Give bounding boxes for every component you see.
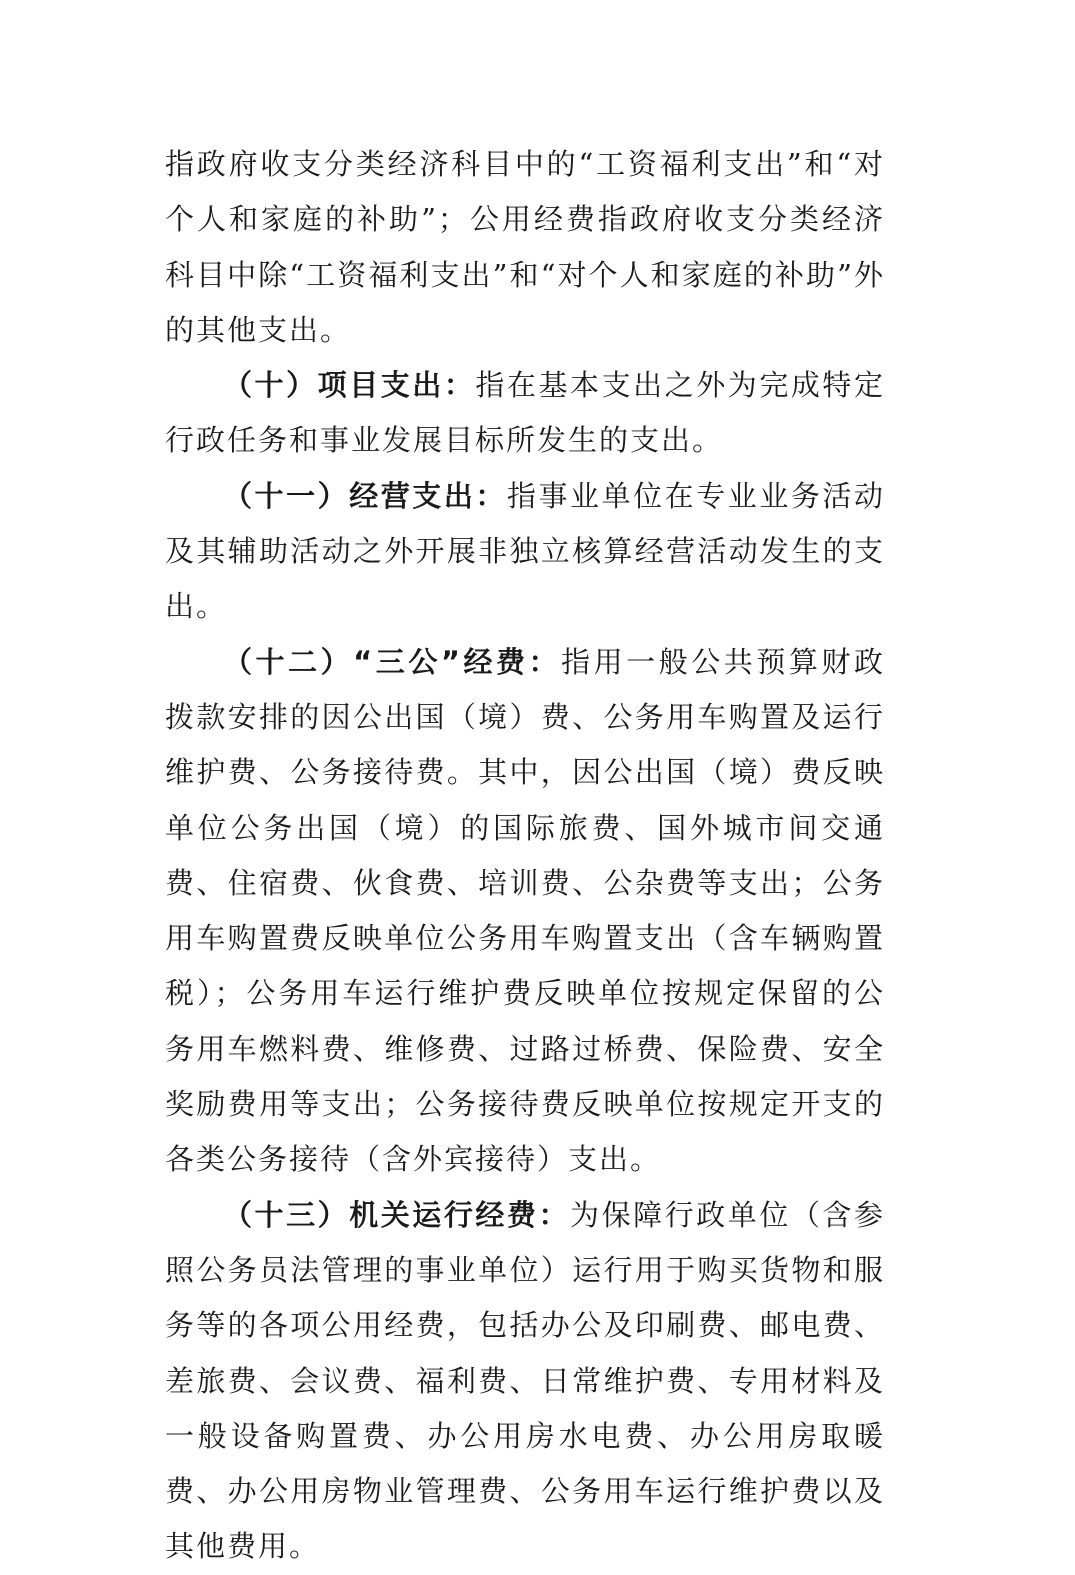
paragraph-text: 指事业单位在专业业务活动及其辅助活动之外开展非独立核算经营活动发生的支出。: [165, 478, 885, 624]
term-heading: （十二）“三公”经费：: [223, 644, 562, 679]
paragraph-text: 指用一般公共预算财政拨款安排的因公出国（境）费、公务用车购置及运行维护费、公务接待费。其中，因公出国（境）费反映单位公务出国（境）的国际旅费、国外城市间交通费、住宿费、伙食费、培训费、公杂费等支出；公务用车购置费反映单位公务用车购置支出（含车辆购置税）；公务用车运行维护费反映单位按规定保留的公务用车燃料费、维修费、过路过桥费、保险费、安全奖励费用等支出；公务接待费反映单位按规定开支的各类公务接待（含外宾接待）支出。: [165, 644, 885, 1177]
paragraph-continuation: [165, 137, 885, 358]
paragraph-three-public-expenses: [165, 635, 885, 1188]
term-heading: （十一）经营支出：: [223, 478, 507, 513]
paragraph-text: 指在基本支出之外为完成特定行政任务和事业发展目标所发生的支出。: [165, 368, 885, 458]
term-heading: （十）项目支出：: [223, 368, 476, 403]
paragraph-text: 为保障行政单位（含参照公务员法管理的事业单位）运行用于购买货物和服务等的各项公用经费，包括办公及印刷费、邮电费、差旅费、会议费、福利费、日常维护费、专用材料及一般设备购置费、办公用房水电费、办公用房取暖费、办公用房物业管理费、公务用车运行维护费以及其他费用。: [165, 1197, 885, 1564]
document-body: [165, 137, 885, 1575]
paragraph-text: 指政府收支分类经济科目中的“工资福利支出”和“对个人和家庭的补助”；公用经费指政府收支分类经济科目中除“工资福利支出”和“对个人和家庭的补助”外的其他支出。: [165, 147, 885, 347]
term-heading: （十三）机关运行经费：: [223, 1197, 571, 1232]
paragraph-agency-operating-expenses: [165, 1188, 885, 1575]
paragraph-project-expenditure: [165, 358, 885, 469]
paragraph-operating-expenditure: [165, 469, 885, 635]
